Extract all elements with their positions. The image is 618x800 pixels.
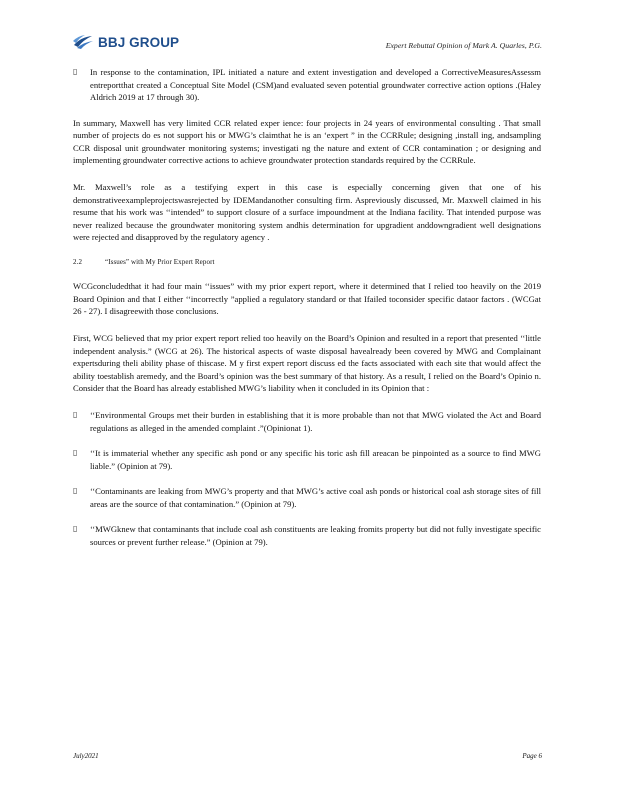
bullet-marker: ▯ <box>73 410 78 419</box>
list-item <box>73 409 541 434</box>
bbj-swoosh-icon <box>72 34 94 50</box>
bullet-marker: ▯ <box>73 524 78 533</box>
footer-page-number: Page 6 <box>522 752 542 760</box>
document-title: Expert Rebuttal Opinion of Mark A. Quarles, P.G. <box>385 41 542 50</box>
bullet-text: ‘‘MWGknew that contaminants that include coal ash constituents are leaking fromits property but did not fully investigate specific sources or prevent further release.” (Opinion at 79). <box>90 524 541 547</box>
list-item <box>73 523 541 548</box>
bullet-marker: ▯ <box>73 67 78 76</box>
list-item <box>73 66 541 104</box>
bullet-text: ‘‘It is immaterial whether any specific ash pond or any specific his toric ash fill areacan be pinpointed as a source to find MWG liable.” (Opinion at 79). <box>90 448 541 471</box>
section-number: 2.2 <box>73 258 83 266</box>
company-logo <box>72 34 179 50</box>
bullet-marker: ▯ <box>73 448 78 457</box>
document-body <box>73 66 541 561</box>
section-title: “Issues” with My Prior Expert Report <box>105 258 215 266</box>
logo-text: BBJ GROUP <box>98 34 180 50</box>
paragraph-maxwell-role: Mr. Maxwell’s role as a testifying expert in this case is especially concerning given that one of his demonstrativeexampleprojectswasrejected by IDEMandanother consulting firm. Aspreviously discussed, Mr. Maxwell claimed in his resume that his work was ‘‘intended” to support closure of a surface impoundment at the Indiana facility. That intended purpose was never realized because the groundwater monitoring system andhis determination for upgradient anddowngradient well designations were rejected and disapproved by the regulatory agency . <box>73 182 541 242</box>
list-item <box>73 485 541 510</box>
section-heading <box>73 258 541 266</box>
paragraph-wcg-concluded: WCGconcludedthat it had four main ‘‘issues” with my prior expert report, where it determined that I relied too heavily on the 2019 Board Opinion and that I either ‘‘incorrectly ”applied a regulatory standard or that Ifailed toconsider specific dataor factors . (WCGat 26 - 27). I disagreewith those conclusions. <box>73 281 541 316</box>
list-item <box>73 447 541 472</box>
bullet-marker: ▯ <box>73 486 78 495</box>
paragraph-summary: In summary, Maxwell has very limited CCR related exper ience: four projects in 24 years of environmental consulting . That small number of projects do es not support his or MWG’s claimthat he is an ‘expert ” in the CCRRule; designing ,install ing, andsampling CCR disposal unit groundwater monitoring systems; investigati ng the nature and extent of CCR contamination ; or designing and implementing groundwater corrective actions to achieve groundwater protection standards required by the CCRRule. <box>73 117 541 165</box>
paragraph-first-wcg: First, WCG believed that my prior expert report relied too heavily on the Board’s Opinion and resulted in a report that presented ‘‘little independent analysis.” (WCG at 26). The historical aspects of waste disposal havealready been covered by MWG and Complainant expertsduring theli ability phase of thiscase. M y first expert report discuss ed the facts associated with each site that would affect the ability toestablish aremedy, and the Board’s opinion was the best summary of that history. As a result, I relied on the Board’s Opinio n. Consider that the Board has already established MWG’s liability when it concluded in its Opinion that : <box>73 333 541 393</box>
footer-date: July2021 <box>73 752 99 760</box>
bullet-text: ‘‘Contaminants are leaking from MWG’s property and that MWG’s active coal ash ponds or historical coal ash storage sites of fill areas are the source of that contamination.” (Opinion at 79). <box>90 486 541 509</box>
bullet-text: In response to the contamination, IPL initiated a nature and extent investigation and developed a CorrectiveMeasuresAssessm entreportthat created a Conceptual Site Model (CSM)and evaluated seven potential groundwater corrective action options .(Haley Aldrich 2019 at 17 through 30). <box>90 67 541 102</box>
bullet-text: ‘‘Environmental Groups met their burden in establishing that it is more probable than not that MWG violated the Act and Board regulations as alleged in the amended complaint .”(Opinionat 1). <box>90 410 541 433</box>
